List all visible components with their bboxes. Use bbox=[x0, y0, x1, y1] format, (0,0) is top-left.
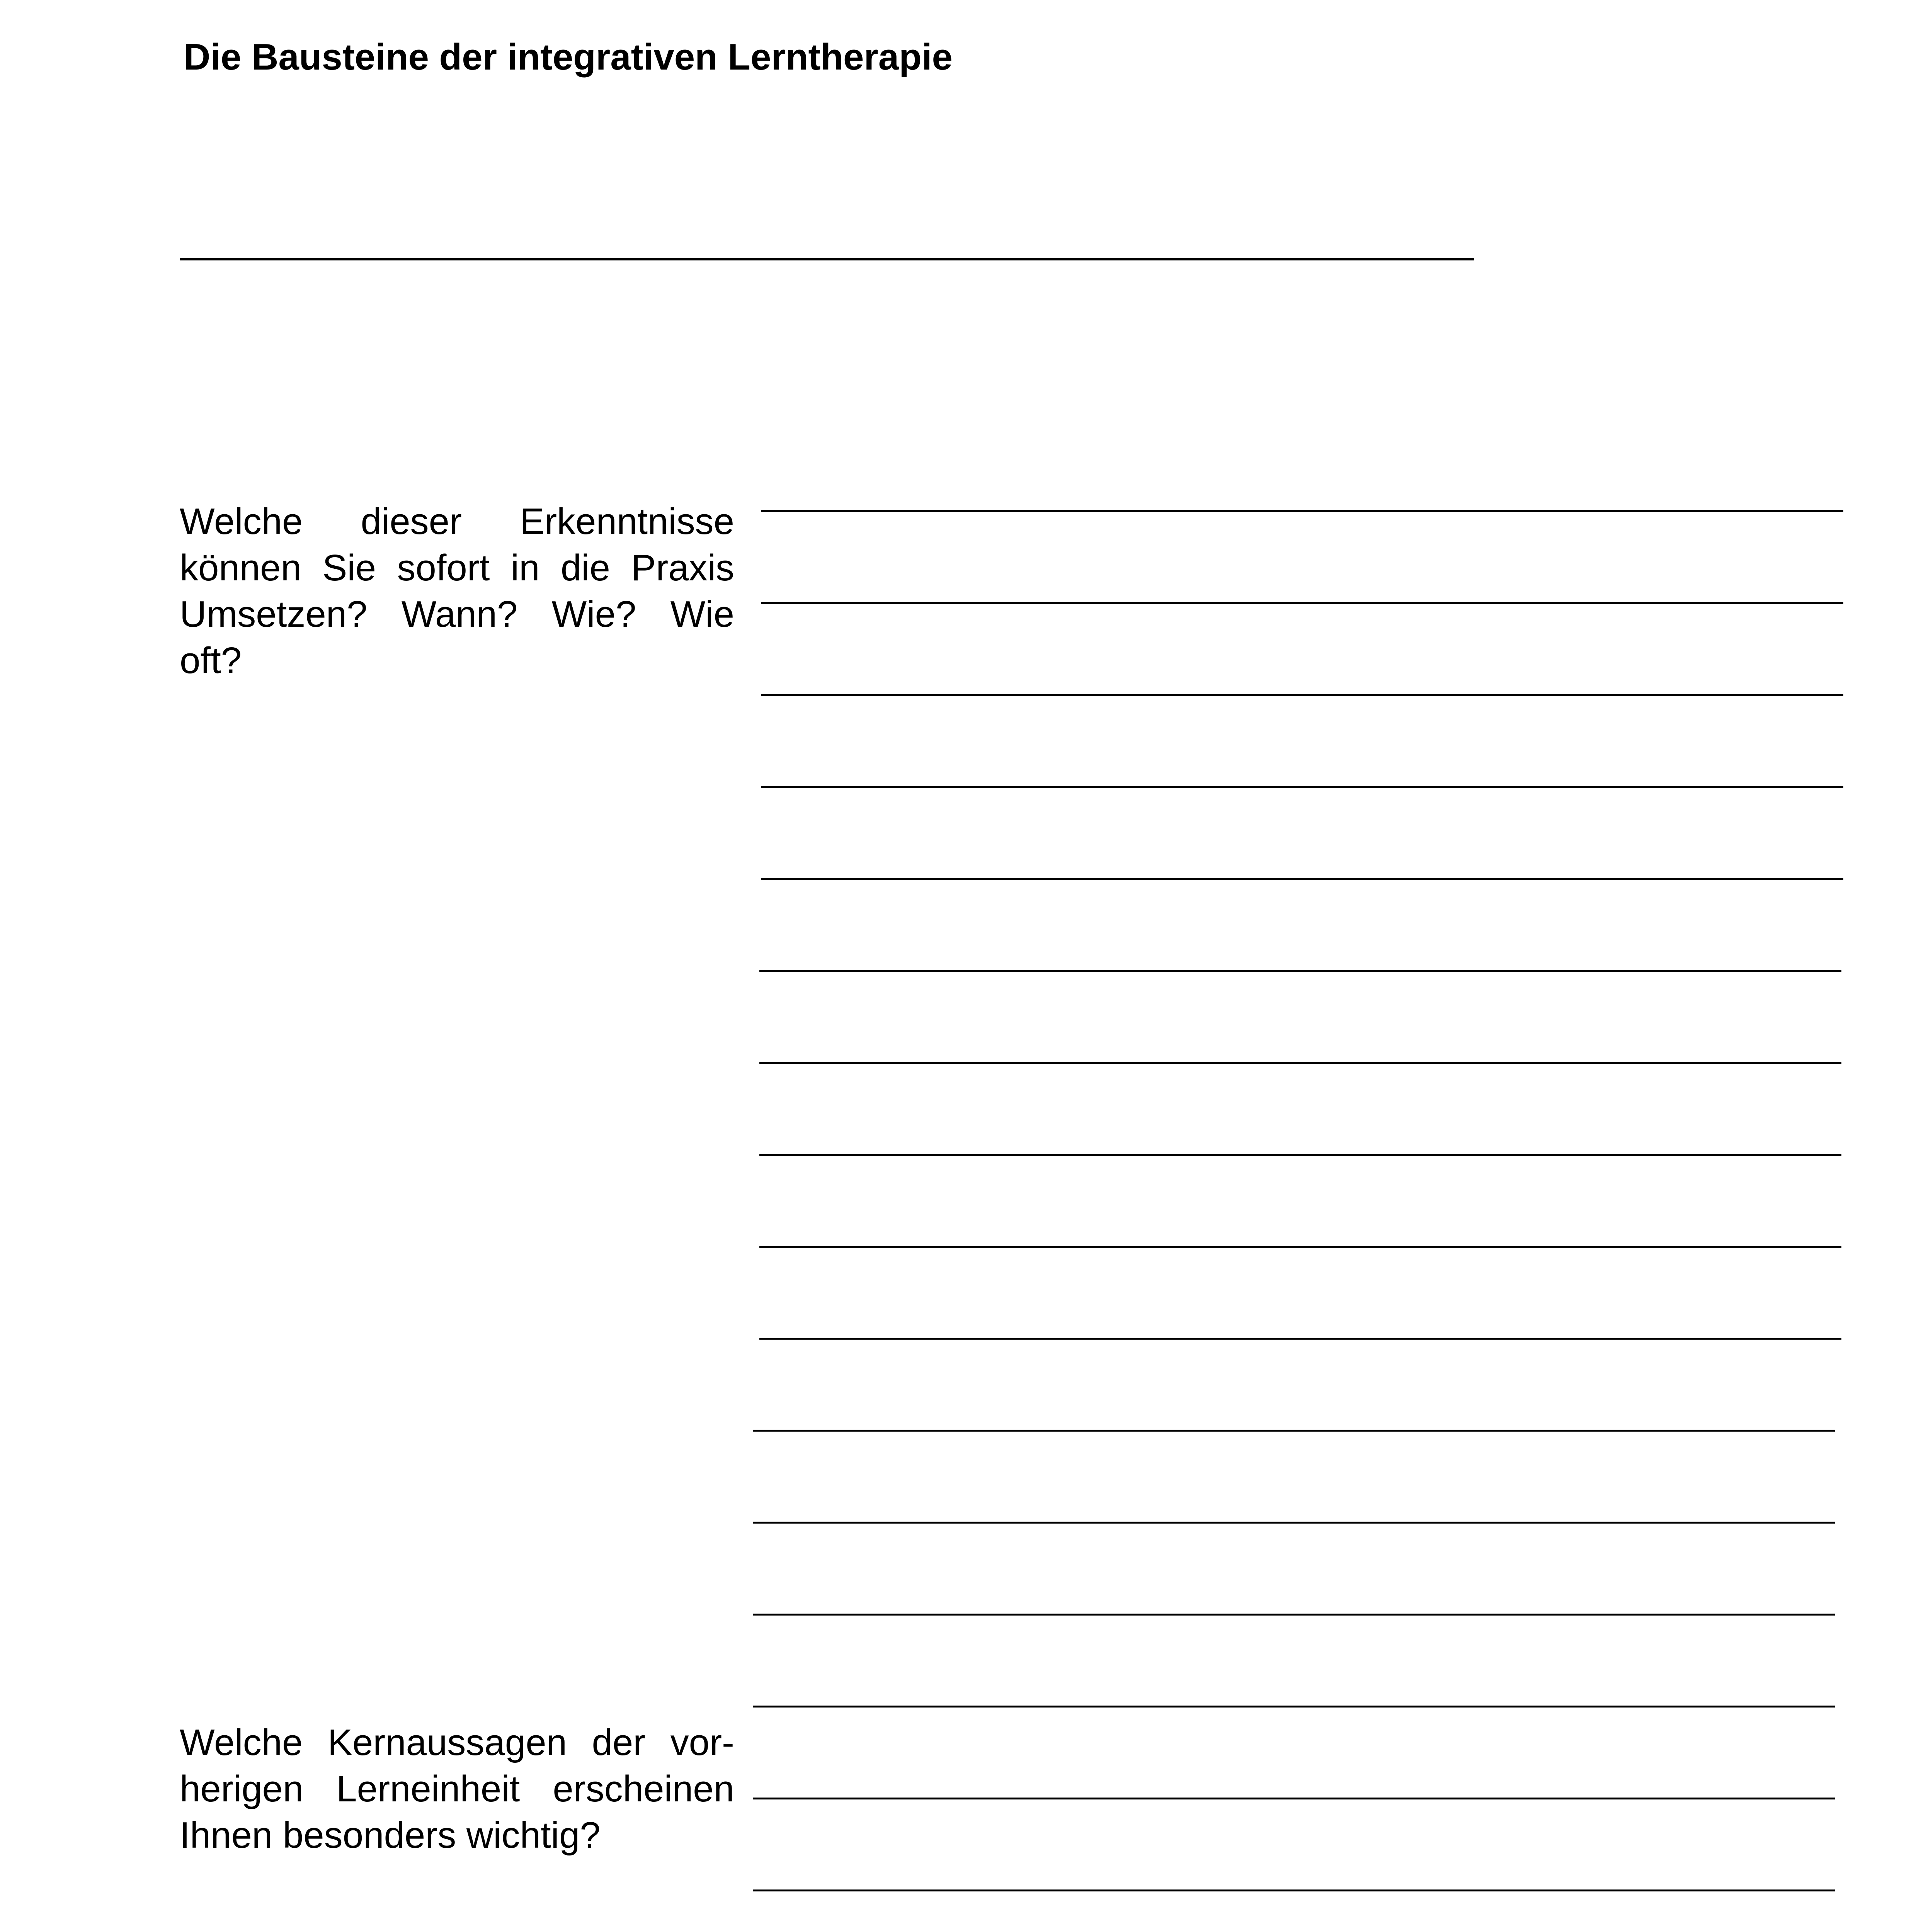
answer-line bbox=[753, 1522, 1835, 1524]
answer-line bbox=[761, 694, 1843, 696]
answer-line bbox=[761, 602, 1843, 604]
page-title: Die Bausteine der integrativen Lerntherapie bbox=[184, 36, 953, 78]
answer-line bbox=[759, 970, 1841, 972]
question-practice: Welche dieser Erkenntnisse können Sie sofort in die Praxis Umsetzen? Wann? Wie? Wie oft? bbox=[180, 501, 734, 681]
answer-line bbox=[753, 1706, 1835, 1708]
header-divider bbox=[180, 258, 1474, 260]
answer-line bbox=[761, 510, 1843, 512]
answer-line bbox=[753, 1430, 1835, 1432]
answer-line bbox=[759, 1062, 1841, 1064]
answer-line bbox=[759, 1338, 1841, 1340]
answer-line bbox=[753, 1614, 1835, 1616]
question-key-statements: Welche Kernaussagen der vor-herigen Lerneinheit erscheinen Ihnen besonders wichtig? bbox=[180, 1722, 734, 1856]
answer-line bbox=[753, 1798, 1835, 1799]
answer-line bbox=[759, 1246, 1841, 1248]
answer-line bbox=[759, 1154, 1841, 1156]
answer-line bbox=[753, 1889, 1835, 1891]
answer-line bbox=[761, 878, 1843, 880]
answer-line bbox=[761, 786, 1843, 788]
